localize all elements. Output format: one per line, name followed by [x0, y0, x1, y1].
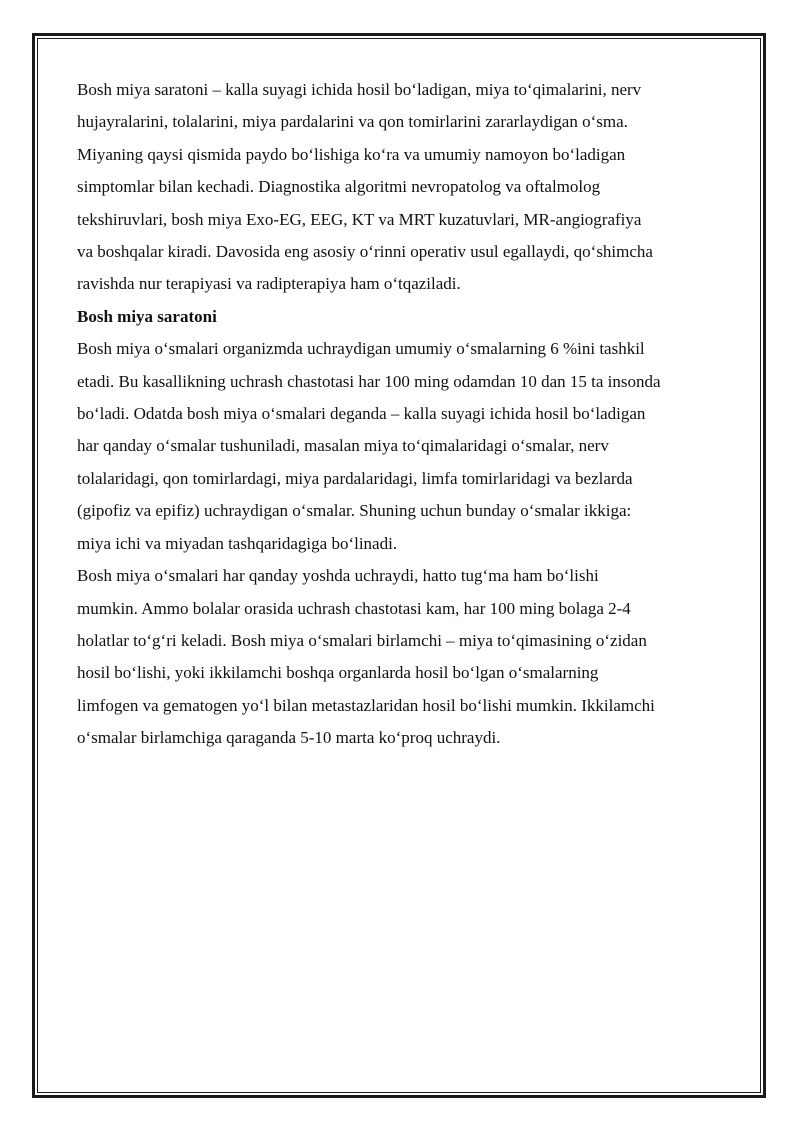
- paragraph-frequency: [77, 333, 729, 560]
- document-body: [77, 74, 729, 755]
- text-line: hujayralarini, tolalarini, miya pardalarini va qon tomirlarini zararlaydigan o‘sma.: [77, 112, 628, 132]
- text-line: limfogen va gematogen yo‘l bilan metastazlaridan hosil bo‘lishi mumkin. Ikkilamchi: [77, 695, 655, 715]
- text-line: bo‘ladi. Odatda bosh miya o‘smalari deganda – kalla suyagi ichida hosil bo‘ladigan: [77, 404, 646, 424]
- text-line: (gipofiz va epifiz) uchraydigan o‘smalar. Shuning uchun bunday o‘smalar ikkiga:: [77, 501, 632, 521]
- text-line: Bosh miya saratoni – kalla suyagi ichida hosil bo‘ladigan, miya to‘qimalarini, nerv: [77, 80, 642, 99]
- text-line: tolalaridagi, qon tomirlardagi, miya pardalaridagi, limfa tomirlaridagi va bezlarda: [77, 468, 633, 488]
- intro-paragraph: [77, 74, 729, 301]
- text-line: Miyaning qaysi qismida paydo bo‘lishiga ko‘ra va umumiy namoyon bo‘ladigan: [77, 144, 626, 164]
- paragraph-age: [77, 560, 729, 754]
- text-line: Bosh miya o‘smalari har qanday yoshda uchraydi, hatto tug‘ma ham bo‘lishi: [77, 566, 599, 586]
- text-line: miya ichi va miyadan tashqaridagiga bo‘linadi.: [77, 533, 398, 553]
- text-line: va boshqalar kiradi. Davosida eng asosiy o‘rinni operativ usul egallaydi, qo‘shimcha: [77, 242, 653, 262]
- text-line: o‘smalar birlamchiga qaraganda 5-10 marta ko‘proq uchraydi.: [77, 728, 501, 748]
- text-line: etadi. Bu kasallikning uchrash chastotasi har 100 ming odamdan 10 dan 15 ta insonda: [77, 371, 661, 391]
- text-line: mumkin. Ammo bolalar orasida uchrash chastotasi kam, har 100 ming bolaga 2-4: [77, 598, 631, 618]
- section-heading: Bosh miya saratoni: [77, 306, 217, 326]
- text-line: har qanday o‘smalar tushuniladi, masalan miya to‘qimalaridagi o‘smalar, nerv: [77, 436, 609, 456]
- text-line: holatlar to‘g‘ri keladi. Bosh miya o‘smalari birlamchi – miya to‘qimasining o‘zidan: [77, 630, 647, 650]
- text-line: hosil bo‘lishi, yoki ikkilamchi boshqa organlarda hosil bo‘lgan o‘smalarning: [77, 663, 599, 683]
- text-line: Bosh miya o‘smalari organizmda uchraydigan umumiy o‘smalarning 6 %ini tashkil: [77, 339, 645, 359]
- text-line: ravishda nur terapiyasi va radipterapiya ham o‘tqaziladi.: [77, 274, 461, 294]
- text-line: simptomlar bilan kechadi. Diagnostika algoritmi nevropatolog va oftalmolog: [77, 177, 601, 197]
- text-line: tekshiruvlari, bosh miya Exo-EG, EEG, KT va MRT kuzatuvlari, MR-angiografiya: [77, 209, 642, 229]
